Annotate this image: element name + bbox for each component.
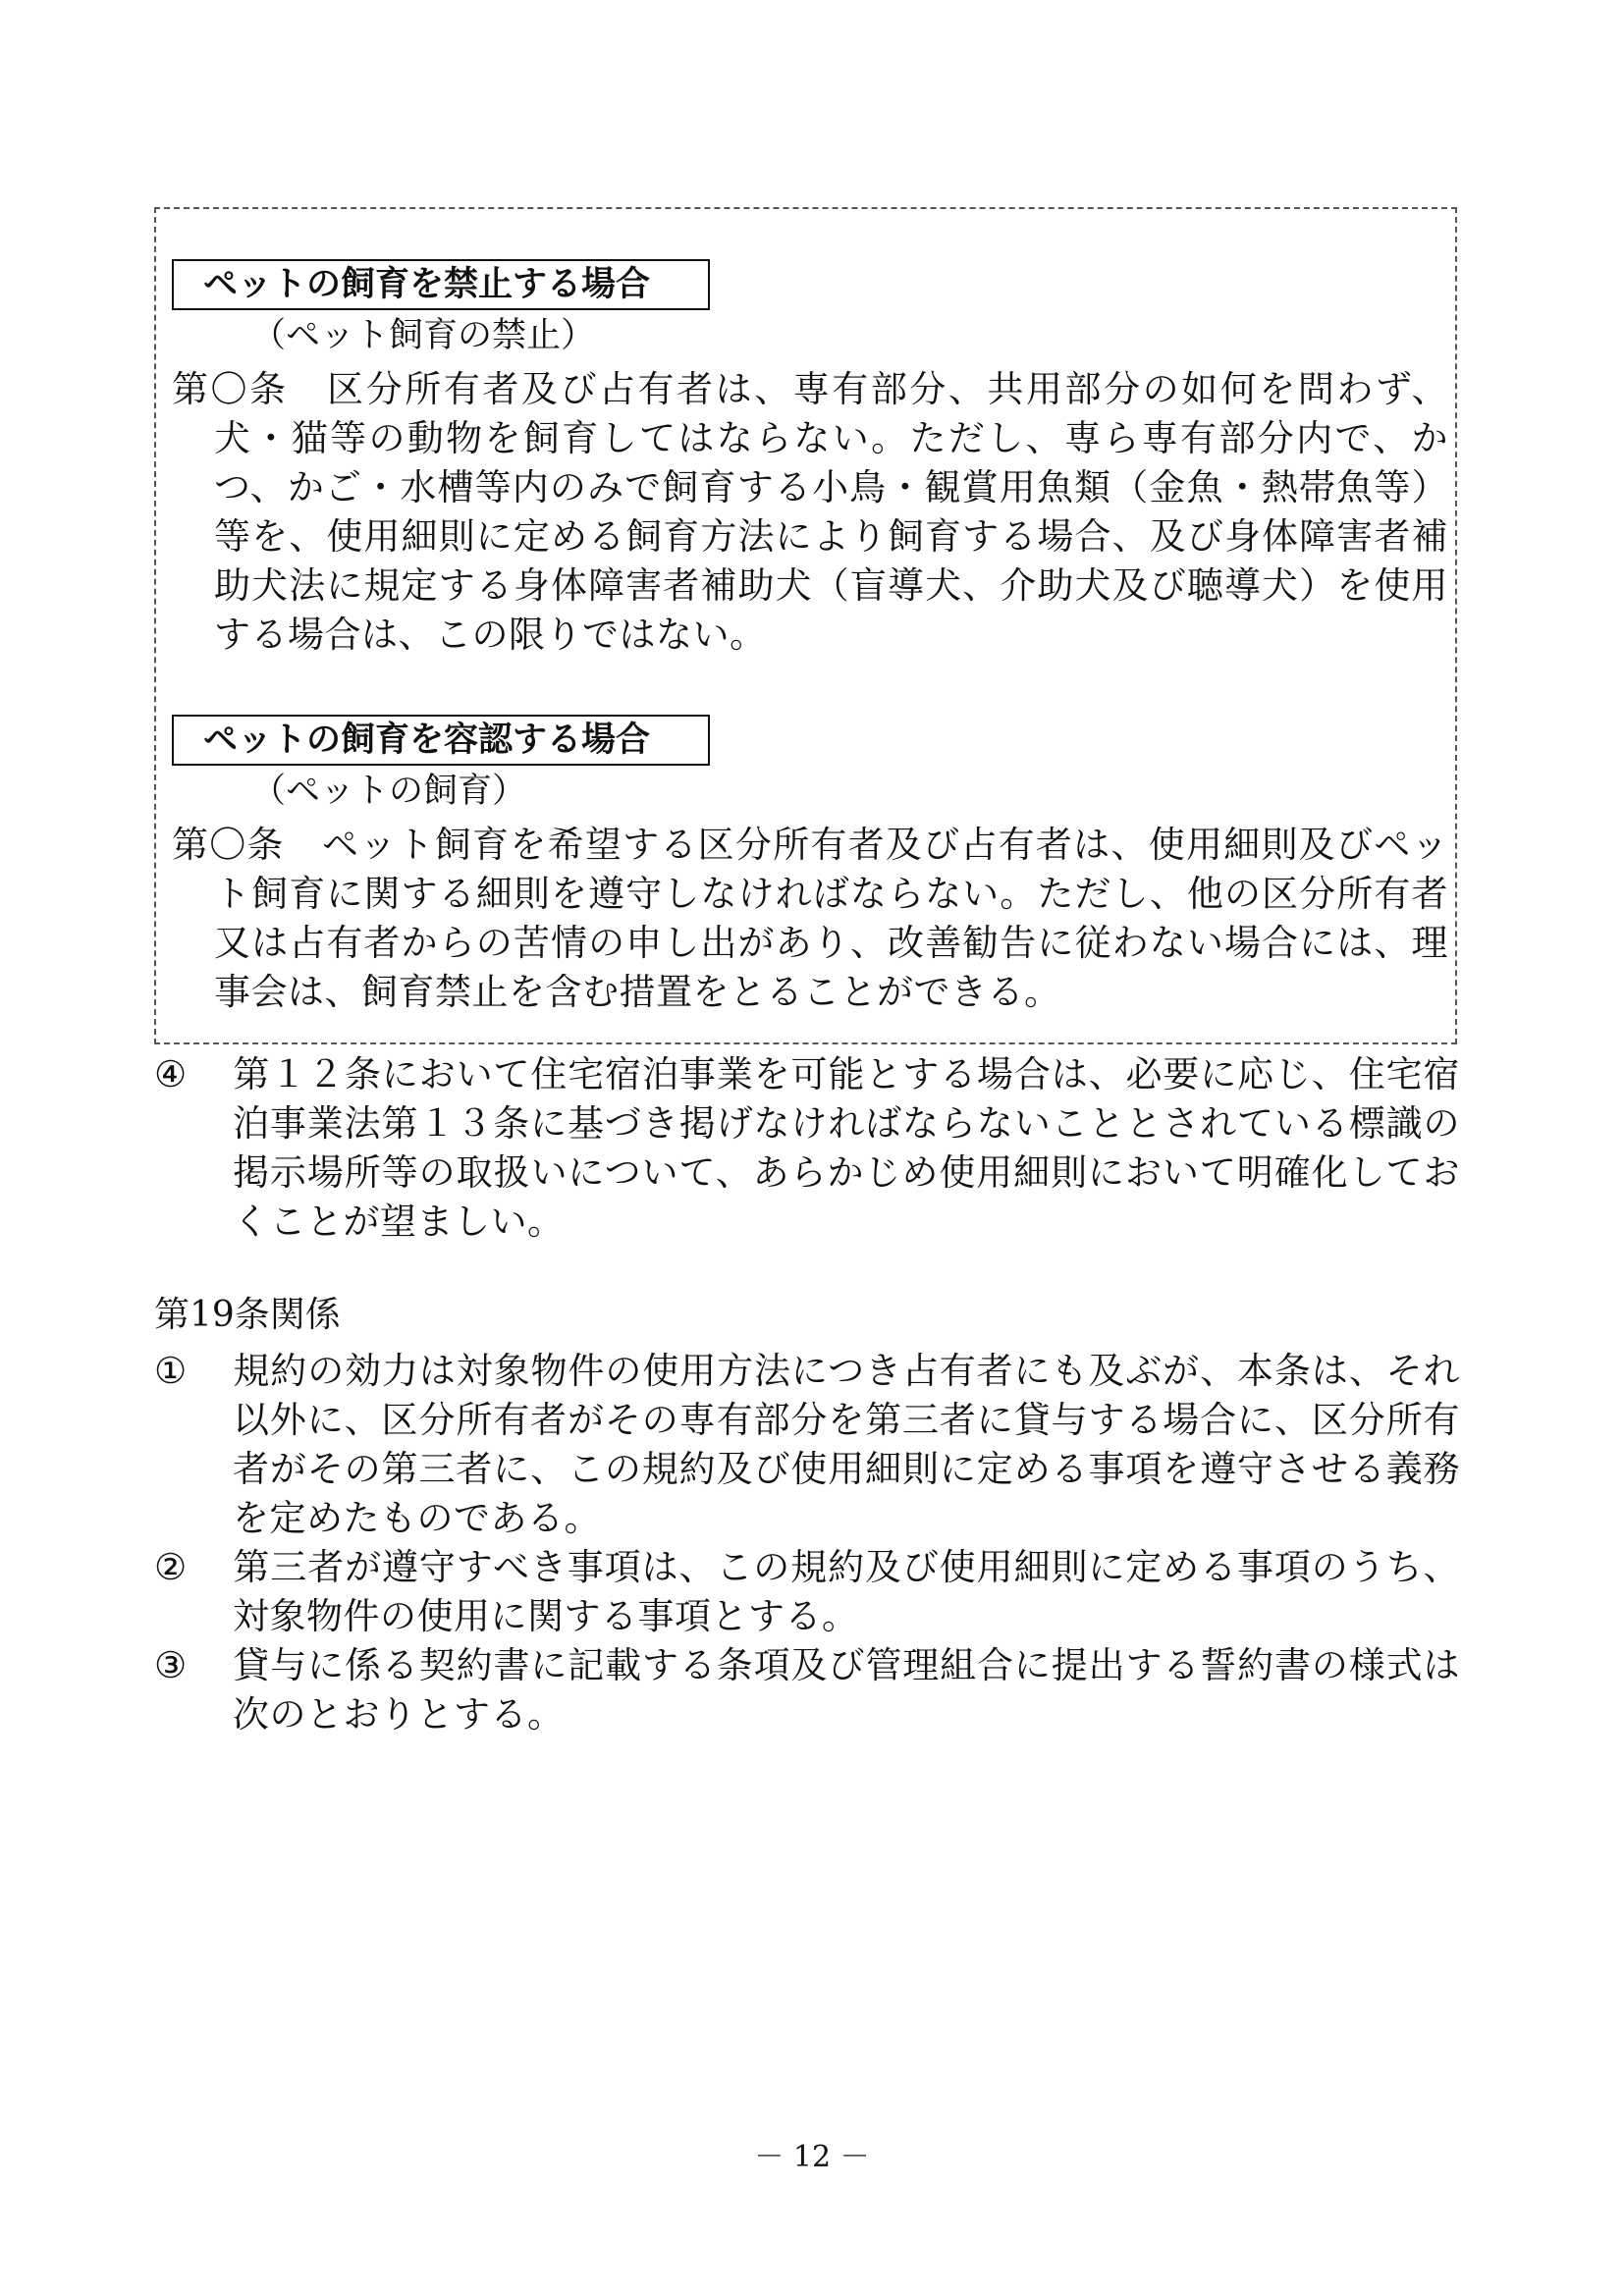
section-19-title: 第19条関係: [154, 1295, 341, 1335]
note-2-number: ②: [154, 1546, 188, 1588]
prohibit-article-body: 第〇条 区分所有者及び占有者は、専有部分、共用部分の如何を問わず、犬・猫等の動物を飼育してはならない。ただし、専ら専有部分内で、かつ、かご・水槽等内のみで飼育する小鳥・観賞用魚類（金魚・熱帯魚等）等を、使用細則に定める飼育方法により飼育する場合、及び身体障害者補助犬法に規定する身体障害者補助犬（盲導犬、介助犬及び聴導犬）を使用する場合は、この限りではない。: [172, 368, 1448, 656]
note-2-line: [154, 1543, 1460, 1641]
prohibit-variant-heading: ペットの飼育を禁止する場合: [172, 259, 710, 310]
note-3-line: [154, 1641, 1460, 1739]
note-1-number: ①: [154, 1350, 188, 1392]
prohibit-article-text: [172, 365, 1448, 660]
permit-variant-heading: ペットの飼育を容認する場合: [172, 715, 710, 766]
permit-article-body: 第〇条 ペット飼育を希望する区分所有者及び占有者は、使用細則及びペット飼育に関する細則を遵守しなければならない。ただし、他の区分所有者又は占有者からの苦情の申し出があり、改善勧告に従わない場合には、理事会は、飼育禁止を含む措置をとることができる。: [172, 824, 1448, 1013]
section-19-note-2: [154, 1543, 1460, 1641]
page-number: － 12 －: [754, 2140, 870, 2174]
permit-article-caption: （ペットの飼育）: [251, 772, 527, 811]
note-4-text: 第１２条において住宅宿泊事業を可能とする場合は、必要に応じ、住宅宿泊事業法第１３条に基づき掲げなければならないこととされている標識の掲示場所等の取扱いについて、あらかじめ使用細則において明確化しておくことが望ましい。: [233, 1053, 1460, 1243]
prohibit-article-caption: （ペット飼育の禁止）: [251, 316, 596, 355]
section-19-note-1: [154, 1347, 1460, 1543]
note-4-number: ④: [154, 1053, 188, 1095]
note-4: [154, 1050, 1460, 1247]
section-19-note-3: [154, 1641, 1460, 1739]
note-3-number: ③: [154, 1644, 188, 1686]
note-1-line: [154, 1347, 1460, 1543]
note-4-line: [154, 1050, 1460, 1247]
note-2-text: 第三者が遵守すべき事項は、この規約及び使用細則に定める事項のうち、対象物件の使用に関する事項とする。: [233, 1546, 1460, 1637]
note-1-text: 規約の効力は対象物件の使用方法につき占有者にも及ぶが、本条は、それ以外に、区分所有者がその専有部分を第三者に貸与する場合に、区分所有者がその第三者に、この規約及び使用細則に定める事項を遵守させる義務を定めたものである。: [233, 1350, 1460, 1539]
permit-article-text: [172, 821, 1448, 1017]
note-3-text: 貸与に係る契約書に記載する条項及び管理組合に提出する誓約書の様式は次のとおりとする。: [233, 1644, 1460, 1735]
